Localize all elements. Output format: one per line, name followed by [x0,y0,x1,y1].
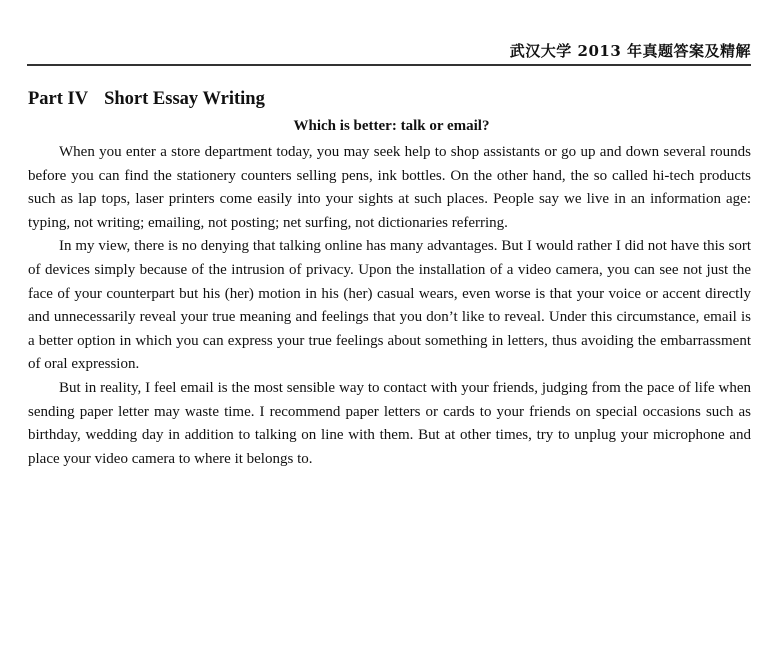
section-title-text: Short Essay Writing [104,89,265,109]
section-heading [28,89,265,110]
essay-body [28,141,751,471]
running-header: 武汉大学 2013 年真题答案及精解 [509,42,751,60]
section-part-label: Part IV [28,89,89,109]
essay-paragraph-2: In my view, there is no denying that talking online has many advantages. But I would rather I did not have this sort of devices simply because of the intrusion of privacy. Upon the installation of a video camera, you can see not just the face of your counterpart but his (her) motion in his (her) casual wears, even worse is that your voice or accent directly and unnecessarily reveal your true meaning and feelings that you don’t like to reveal. Under this circumstance, email is a better option in which you can express your true feelings about something in letters, thus avoiding the embarrassment of oral expression. [28,238,751,373]
header-rule [27,64,751,66]
essay-paragraph-1: When you enter a store department today, you may seek help to shop assistants or go up and down several rounds before you can find the stationery counters selling pens, ink bottles. On the other hand, the so called hi-tech products such as lap tops, laser printers come easily into your sights at such places. People say we live in an information age: typing, not writing; emailing, not posting; net surfing, not dictionaries referring. [28,144,751,231]
essay-title: Which is better: talk or email? [293,118,490,134]
essay-paragraph-3: But in reality, I feel email is the most sensible way to contact with your friends, judging from the pace of life when sending paper letter may waste time. I recommend paper letters or cards to your friends on special occasions such as birthday, wedding day in addition to talking on line with them. But at other times, try to unplug your microphone and place your video camera to where it belongs to. [28,379,751,467]
